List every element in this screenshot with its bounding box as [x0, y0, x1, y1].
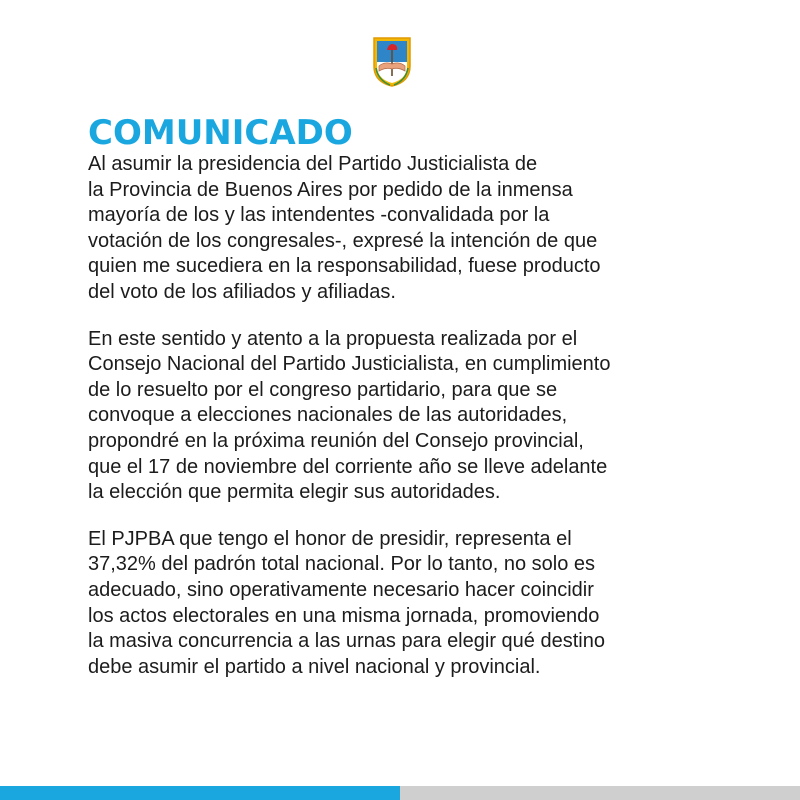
text-line: adecuado, sino operativamente necesario hacer coincidir — [88, 578, 594, 601]
text-line: 37,32% del padrón total nacional. Por lo tanto, no solo es — [88, 553, 596, 576]
paragraph-1 — [88, 152, 728, 306]
text-line: votación de los congresales-, expresé la intención de que — [88, 229, 598, 252]
text-line: convoque a elecciones nacionales de las autoridades, — [88, 404, 568, 427]
text-line: los actos electorales en una misma jornada, promoviendo — [88, 604, 600, 627]
text-line: la Provincia de Buenos Aires por pedido de la inmensa — [88, 178, 573, 201]
page-title: COMUNICADO — [88, 113, 353, 153]
footer-bar-blue — [0, 786, 400, 800]
text-line: propondré en la próxima reunión del Consejo provincial, — [88, 429, 584, 452]
text-line: que el 17 de noviembre del corriente año se lleve adelante — [88, 455, 608, 478]
text-line: la masiva concurrencia a las urnas para elegir qué destino — [88, 630, 605, 653]
text-line: Al asumir la presidencia del Partido Justicialista de — [88, 153, 538, 175]
text-line: la elección que permita elegir sus autoridades. — [88, 481, 501, 504]
paragraph-3 — [88, 527, 728, 681]
text-line: Consejo Nacional del Partido Justicialista, en cumplimiento — [88, 353, 611, 376]
pj-party-shield-icon — [372, 36, 412, 88]
text-line: mayoría de los y las intendentes -convalidada por la — [88, 204, 550, 227]
paragraph-2 — [88, 327, 728, 506]
text-line: quien me sucediera en la responsabilidad, fuese producto — [88, 255, 601, 278]
text-line: El PJPBA que tengo el honor de presidir, representa el — [88, 527, 572, 550]
footer-bar-gray — [400, 786, 800, 800]
text-line: de lo resuelto por el congreso partidario, para que se — [88, 378, 558, 401]
communique-body — [88, 152, 728, 680]
text-line: del voto de los afiliados y afiliadas. — [88, 280, 396, 303]
footer-bar — [0, 786, 800, 800]
text-line: debe asumir el partido a nivel nacional y provincial. — [88, 655, 541, 678]
text-line: En este sentido y atento a la propuesta realizada por el — [88, 327, 578, 350]
